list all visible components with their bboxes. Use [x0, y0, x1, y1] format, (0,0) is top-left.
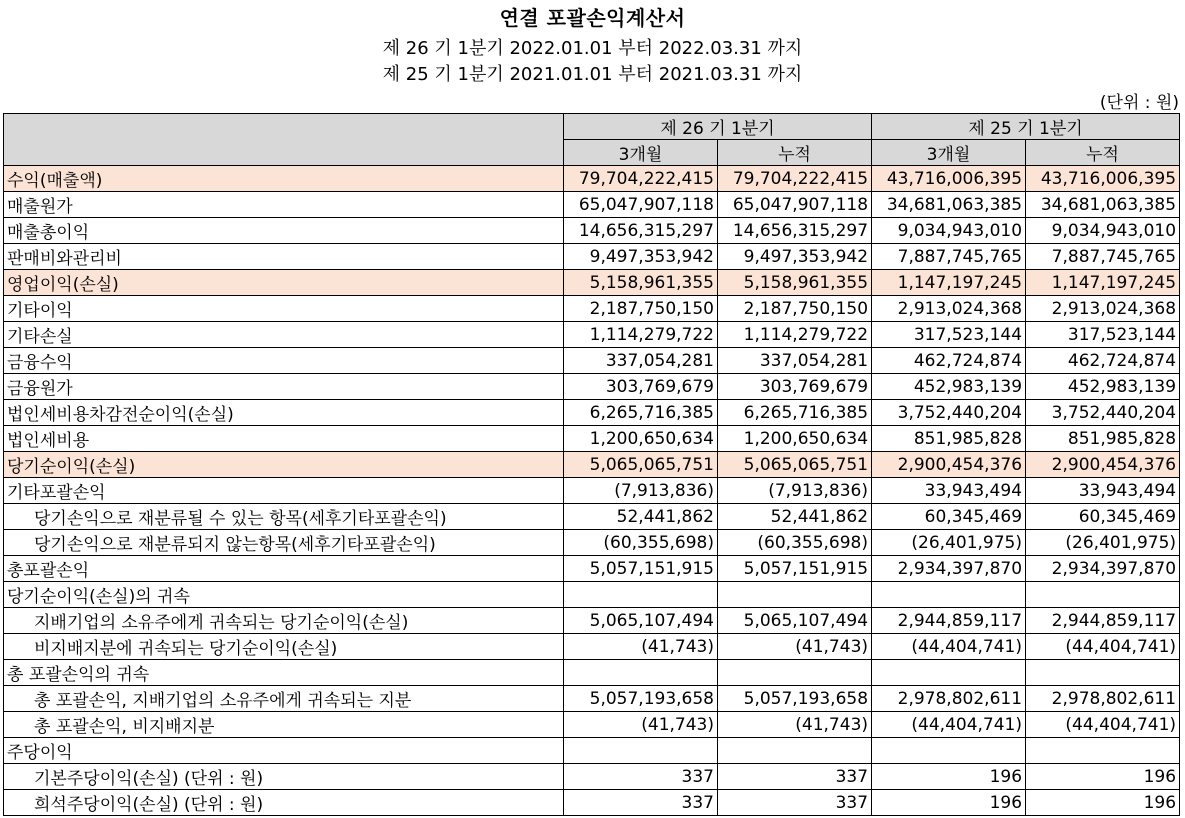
row-value [564, 660, 718, 686]
row-value [872, 738, 1026, 764]
row-value: 6,265,716,385 [564, 400, 718, 426]
row-value: 33,943,494 [1026, 478, 1180, 504]
row-value: 196 [872, 764, 1026, 790]
table-row [4, 452, 1180, 478]
income-statement-table [3, 113, 1180, 816]
table-row [4, 608, 1180, 634]
row-label: 총 포괄손익의 귀속 [4, 660, 564, 686]
row-value: 43,716,006,395 [1026, 166, 1180, 192]
row-value: (60,355,698) [718, 530, 872, 556]
row-label: 법인세비용차감전순이익(손실) [4, 400, 564, 426]
row-value: 5,158,961,355 [564, 270, 718, 296]
sub-header-current-cum: 누적 [718, 140, 872, 166]
table-row [4, 712, 1180, 738]
row-value: (41,743) [718, 634, 872, 660]
row-value: 9,034,943,010 [872, 218, 1026, 244]
row-value: 5,065,107,494 [718, 608, 872, 634]
row-value: 851,985,828 [1026, 426, 1180, 452]
row-value: (41,743) [718, 712, 872, 738]
table-row [4, 374, 1180, 400]
row-value: 14,656,315,297 [564, 218, 718, 244]
row-value: 303,769,679 [564, 374, 718, 400]
table-row [4, 686, 1180, 712]
row-value: 5,057,151,915 [718, 556, 872, 582]
row-value: 1,200,650,634 [564, 426, 718, 452]
row-value: 2,187,750,150 [718, 296, 872, 322]
row-value: 2,900,454,376 [1026, 452, 1180, 478]
row-value: 3,752,440,204 [1026, 400, 1180, 426]
row-label: 총 포괄손익, 비지배지분 [4, 712, 564, 738]
row-value: 65,047,907,118 [718, 192, 872, 218]
row-value: 2,900,454,376 [872, 452, 1026, 478]
row-label: 기본주당이익(손실) (단위 : 원) [4, 764, 564, 790]
row-label: 총포괄손익 [4, 556, 564, 582]
row-value: 5,158,961,355 [718, 270, 872, 296]
period-current: 제 26 기 1분기 2022.01.01 부터 2022.03.31 까지 [382, 38, 803, 59]
row-value: 1,200,650,634 [718, 426, 872, 452]
row-value [1026, 738, 1180, 764]
row-label: 매출총이익 [4, 218, 564, 244]
table-row [4, 166, 1180, 192]
row-value: 2,934,397,870 [1026, 556, 1180, 582]
row-value: 9,497,353,942 [718, 244, 872, 270]
row-value: 33,943,494 [872, 478, 1026, 504]
row-value: (7,913,836) [718, 478, 872, 504]
row-label: 비지배지분에 귀속되는 당기순이익(손실) [4, 634, 564, 660]
row-value [872, 660, 1026, 686]
table-row [4, 790, 1180, 816]
row-value: 5,065,107,494 [564, 608, 718, 634]
row-value: 337 [564, 764, 718, 790]
row-label: 기타손실 [4, 322, 564, 348]
row-value: 52,441,862 [564, 504, 718, 530]
sub-header-prior-cum: 누적 [1026, 140, 1180, 166]
row-value: 1,147,197,245 [1026, 270, 1180, 296]
row-label: 주당이익 [4, 738, 564, 764]
row-label: 당기손익으로 재분류될 수 있는 항목(세후기타포괄손익) [4, 504, 564, 530]
row-value [718, 582, 872, 608]
row-value: 2,944,859,117 [872, 608, 1026, 634]
row-label: 수익(매출액) [4, 166, 564, 192]
table-row [4, 296, 1180, 322]
row-value [872, 582, 1026, 608]
group-header-current: 제 26 기 1분기 [564, 114, 872, 140]
row-value: 34,681,063,385 [1026, 192, 1180, 218]
row-label: 금융수익 [4, 348, 564, 374]
row-value: 2,913,024,368 [1026, 296, 1180, 322]
row-value: (60,355,698) [564, 530, 718, 556]
row-value: 196 [872, 790, 1026, 816]
row-value: 6,265,716,385 [718, 400, 872, 426]
row-value: 79,704,222,415 [564, 166, 718, 192]
row-value: 60,345,469 [1026, 504, 1180, 530]
row-value: (44,404,741) [1026, 712, 1180, 738]
row-value: 452,983,139 [1026, 374, 1180, 400]
row-value: 462,724,874 [872, 348, 1026, 374]
table-row [4, 322, 1180, 348]
sub-header-prior-3m: 3개월 [872, 140, 1026, 166]
row-value: 452,983,139 [872, 374, 1026, 400]
table-row [4, 244, 1180, 270]
period-prior: 제 25 기 1분기 2021.01.01 부터 2021.03.31 까지 [382, 64, 803, 85]
table-row [4, 478, 1180, 504]
row-value: 2,187,750,150 [564, 296, 718, 322]
table-row [4, 556, 1180, 582]
row-value: (7,913,836) [564, 478, 718, 504]
row-value [718, 660, 872, 686]
row-value: 317,523,144 [1026, 322, 1180, 348]
row-value: 1,114,279,722 [564, 322, 718, 348]
row-label: 희석주당이익(손실) (단위 : 원) [4, 790, 564, 816]
table-row [4, 660, 1180, 686]
row-value [1026, 582, 1180, 608]
row-value: 34,681,063,385 [872, 192, 1026, 218]
row-label: 금융원가 [4, 374, 564, 400]
item-header [4, 114, 564, 166]
row-value: 5,065,065,751 [718, 452, 872, 478]
row-value: 462,724,874 [1026, 348, 1180, 374]
unit-note: (단위 : 원) [1099, 93, 1179, 113]
row-value: 2,978,802,611 [1026, 686, 1180, 712]
row-label: 영업이익(손실) [4, 270, 564, 296]
row-label: 매출원가 [4, 192, 564, 218]
table-row [4, 738, 1180, 764]
row-value: 337,054,281 [564, 348, 718, 374]
table-row [4, 400, 1180, 426]
row-value: 43,716,006,395 [872, 166, 1026, 192]
row-label: 기타이익 [4, 296, 564, 322]
row-value: 2,978,802,611 [872, 686, 1026, 712]
table-row [4, 764, 1180, 790]
row-label: 판매비와관리비 [4, 244, 564, 270]
row-value: 851,985,828 [872, 426, 1026, 452]
row-value: (41,743) [564, 634, 718, 660]
row-value: (44,404,741) [1026, 634, 1180, 660]
table-row [4, 426, 1180, 452]
row-value: 14,656,315,297 [718, 218, 872, 244]
row-value: 5,057,193,658 [718, 686, 872, 712]
row-value [564, 738, 718, 764]
table-row [4, 504, 1180, 530]
row-label: 당기순이익(손실) [4, 452, 564, 478]
table-row [4, 530, 1180, 556]
statement-rows [4, 166, 1180, 816]
row-label: 당기순이익(손실)의 귀속 [4, 582, 564, 608]
row-value: (44,404,741) [872, 634, 1026, 660]
row-value: 337,054,281 [718, 348, 872, 374]
row-value: (26,401,975) [872, 530, 1026, 556]
row-value: 5,057,151,915 [564, 556, 718, 582]
row-value: 196 [1026, 790, 1180, 816]
row-value [1026, 660, 1180, 686]
row-value: 303,769,679 [718, 374, 872, 400]
group-header-row [4, 114, 1180, 140]
table-row [4, 270, 1180, 296]
row-value: 337 [718, 790, 872, 816]
row-value: 1,147,197,245 [872, 270, 1026, 296]
row-label: 법인세비용 [4, 426, 564, 452]
row-label: 지배기업의 소유주에게 귀속되는 당기순이익(손실) [4, 608, 564, 634]
row-label: 기타포괄손익 [4, 478, 564, 504]
row-value: 2,934,397,870 [872, 556, 1026, 582]
table-row [4, 634, 1180, 660]
row-value [718, 738, 872, 764]
row-value: 7,887,745,765 [1026, 244, 1180, 270]
row-value: 52,441,862 [718, 504, 872, 530]
row-value: 5,057,193,658 [564, 686, 718, 712]
table-row [4, 218, 1180, 244]
row-value: (44,404,741) [872, 712, 1026, 738]
row-value: 3,752,440,204 [872, 400, 1026, 426]
row-value: 337 [718, 764, 872, 790]
sub-header-current-3m: 3개월 [564, 140, 718, 166]
row-value [564, 582, 718, 608]
table-row [4, 348, 1180, 374]
row-value: 9,497,353,942 [564, 244, 718, 270]
row-value: 317,523,144 [872, 322, 1026, 348]
document-title: 연결 포괄손익계산서 [499, 6, 686, 30]
row-label: 당기손익으로 재분류되지 않는항목(세후기타포괄손익) [4, 530, 564, 556]
row-value: 60,345,469 [872, 504, 1026, 530]
row-value: (41,743) [564, 712, 718, 738]
row-value: (26,401,975) [1026, 530, 1180, 556]
row-value: 337 [564, 790, 718, 816]
table-row [4, 192, 1180, 218]
row-value: 79,704,222,415 [718, 166, 872, 192]
row-value: 9,034,943,010 [1026, 218, 1180, 244]
row-value: 2,944,859,117 [1026, 608, 1180, 634]
row-value: 196 [1026, 764, 1180, 790]
table-row [4, 582, 1180, 608]
row-value: 5,065,065,751 [564, 452, 718, 478]
row-label: 총 포괄손익, 지배기업의 소유주에게 귀속되는 지분 [4, 686, 564, 712]
row-value: 1,114,279,722 [718, 322, 872, 348]
row-value: 65,047,907,118 [564, 192, 718, 218]
row-value: 2,913,024,368 [872, 296, 1026, 322]
group-header-prior: 제 25 기 1분기 [872, 114, 1180, 140]
row-value: 7,887,745,765 [872, 244, 1026, 270]
